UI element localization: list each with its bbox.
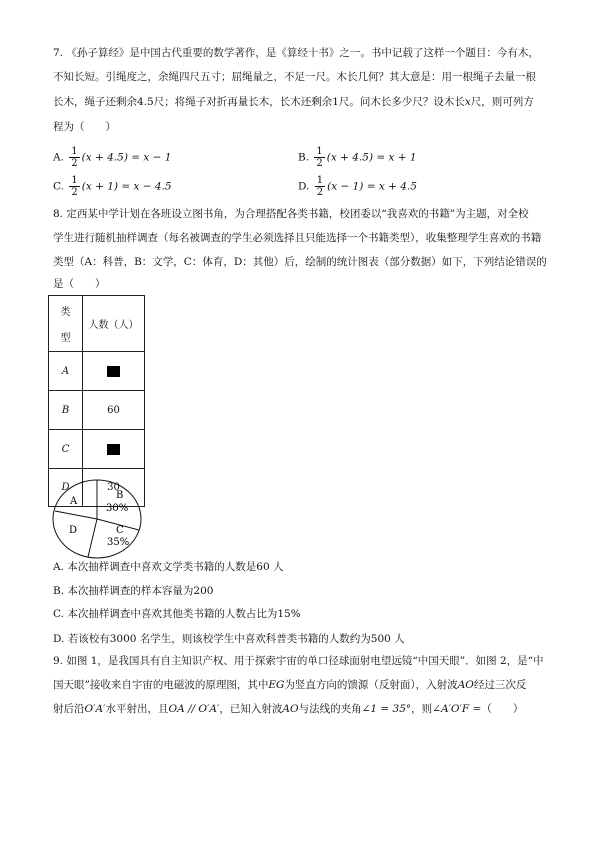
q9-line-3-text-e: ，则	[411, 703, 433, 715]
table-cell-type	[49, 430, 83, 469]
fraction	[314, 146, 324, 169]
q9-answer-blank: （ ）	[481, 703, 524, 715]
table-cell-type	[49, 352, 83, 391]
q7-line-1: 7. 《孙子算经》是中国古代重要的数学著作，是《算经十书》之一。书中记载了这样一个题目：今有木，	[53, 47, 539, 59]
q8-line-4: 是（ ）	[53, 278, 106, 290]
pie-divider-left	[55, 511, 97, 519]
option-expression: (x + 1) = x − 4.5	[81, 180, 172, 193]
table-header-type	[49, 296, 83, 352]
table-row	[49, 352, 145, 391]
pie-percent-c: 35%	[107, 537, 130, 548]
q7-line-3	[53, 95, 534, 109]
fraction-denominator: 2	[316, 158, 323, 169]
fraction-numerator: 1	[316, 146, 323, 157]
redacted-value-block	[107, 444, 120, 455]
q8-line-3: 类型（A：科普，B：文学，C：体育，D：其他）后，绘制的统计图表（部分数据）如下，下列结论错误的	[53, 256, 547, 268]
fraction-denominator: 2	[316, 187, 324, 198]
table-header-count: 人数（人）	[83, 296, 145, 352]
type-label-b: B	[61, 404, 70, 416]
table-row	[49, 391, 145, 430]
q9-segment-ao-2: AO	[282, 703, 299, 715]
q9-angle-1: ∠1 = 35°	[361, 703, 412, 715]
fraction-denominator: 2	[71, 187, 78, 198]
q9-segment-ao: AO	[457, 679, 474, 691]
q8-option-d[interactable]: D. 若该校有3000 名学生，则该校学生中喜欢科普类书籍的人数约为500 人	[53, 633, 405, 645]
q7-variable-x: x	[464, 96, 471, 108]
fraction	[69, 146, 79, 169]
q7-option-b[interactable]	[298, 146, 417, 169]
pie-label-c: C	[116, 525, 124, 536]
option-letter: A.	[53, 151, 64, 164]
pie-percent-b: 30%	[106, 503, 129, 514]
table-cell-value: 60	[83, 391, 145, 430]
header-type-char-2: 型	[60, 333, 71, 344]
type-label-c: C	[61, 443, 70, 455]
q9-line-2-text-a: 国天眼”接收来自宇宙的电磁波的原理图，其中	[53, 679, 269, 691]
q9-line-3-text-a: 射后沿	[53, 703, 85, 715]
fraction	[69, 175, 79, 198]
option-letter: B.	[298, 151, 310, 164]
q7-line-3-text-b: 尺，则可列方	[470, 96, 534, 108]
q9-line-2-text-c: 经过三次反	[473, 679, 527, 691]
type-label-d: D	[61, 482, 70, 493]
fraction-numerator: 1	[71, 175, 78, 186]
q8-option-a[interactable]: A. 本次抽样调查中喜欢文学类书籍的人数是60 人	[53, 561, 284, 573]
survey-table	[48, 295, 145, 507]
fraction-numerator: 1	[316, 175, 324, 186]
q9-line-2	[53, 678, 526, 692]
q9-segment-eg: EG	[268, 679, 285, 691]
option-expression: (x + 4.5) = x − 1	[81, 151, 172, 164]
table-row	[49, 430, 145, 469]
q7-option-d[interactable]	[298, 175, 417, 198]
fraction	[315, 175, 325, 198]
option-letter: D.	[298, 180, 310, 193]
pie-label-a: A	[70, 496, 78, 507]
q7-line-4: 程为（ ）	[53, 121, 116, 133]
option-letter: C.	[53, 180, 64, 193]
header-type-char-1: 类	[60, 307, 71, 318]
q9-line-3-text-d: 与法线的夹角	[298, 703, 362, 715]
pie-chart	[50, 478, 146, 560]
q8-line-1: 8. 定西某中学计划在各班设立图书角，为合理搭配各类书籍，校团委以“我喜欢的书籍”为主题，对全校	[53, 208, 529, 220]
q8-option-c[interactable]: C. 本次抽样调查中喜欢其他类书籍的人数占比为15%	[53, 608, 301, 620]
q9-segment-oa-prime: O′A′	[84, 703, 106, 715]
pie-label-b: B	[116, 490, 124, 501]
table-cell-type	[49, 391, 83, 430]
fraction-numerator: 1	[71, 146, 78, 157]
q9-angle-query: ∠A′O′F =	[432, 703, 482, 715]
option-expression: (x − 1) = x + 4.5	[327, 180, 417, 193]
q7-line-3-text-a: 长木，绳子还剩余4.5尺；将绳子对折再量长木，长木还剩余1尺。问木长多少尺？设木长	[53, 96, 465, 108]
q9-line-2-text-b: 为竖直方向的馈源（反射面），入射波	[284, 679, 458, 691]
q7-line-2: 不知长短。引绳度之，余绳四尺五寸；屈绳量之，不足一尺。木长几何？其大意是：用一根绳子去量一根	[53, 71, 536, 83]
q9-line-3-text-b: 水平射出，且	[105, 703, 169, 715]
q7-option-c[interactable]	[53, 175, 172, 198]
q8-option-b[interactable]: B. 本次抽样调查的样本容量为200	[53, 585, 214, 597]
q9-parallel-statement: OA // O′A′	[168, 703, 220, 715]
q9-line-1: 9. 如图 1，是我国具有自主知识产权、用于探索宇宙的单口径球面射电望远镜“中国天眼”．如图 2，是“中	[53, 655, 544, 667]
table-cell-value	[83, 430, 145, 469]
fraction-denominator: 2	[71, 158, 78, 169]
table-cell-value: 30	[83, 469, 145, 507]
pie-label-d: D	[69, 525, 78, 536]
redacted-value-block	[107, 366, 120, 377]
option-expression: (x + 4.5) = x + 1	[326, 151, 417, 164]
table-header-row	[49, 296, 145, 352]
type-label-a: A	[61, 365, 70, 377]
q8-line-2: 学生进行随机抽样调查（每名被调查的学生必须选择且只能选择一个书籍类型），收集整理学生喜欢的书籍	[53, 232, 542, 244]
pie-divider-bottom	[88, 519, 97, 557]
q9-line-3	[53, 702, 523, 716]
table-cell-value	[83, 352, 145, 391]
q7-option-a[interactable]	[53, 146, 171, 169]
q9-line-3-text-c: ，已知入射波	[219, 703, 283, 715]
